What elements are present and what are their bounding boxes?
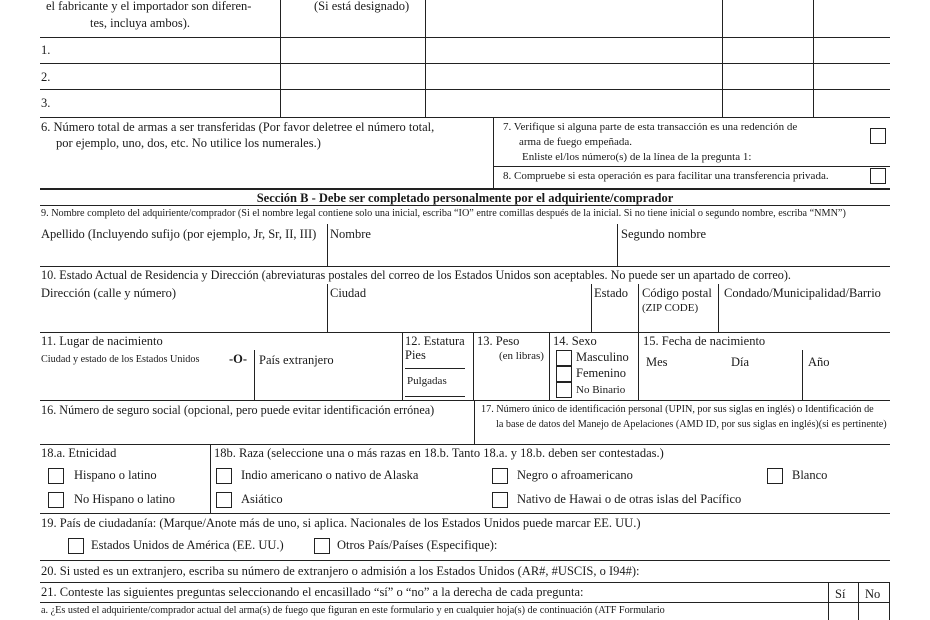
q13-label: 13. Peso (477, 334, 520, 348)
q18b-asiatico-label: Asiático (241, 492, 283, 506)
q14-femenino-checkbox[interactable] (556, 366, 572, 382)
q16-top-line (40, 400, 890, 401)
q11-or-separator: -O- (229, 352, 248, 366)
row-number-2: 2. (41, 70, 51, 84)
q18a-nohispano-label: No Hispano o latino (74, 492, 176, 506)
q16-text: 16. Número de seguro social (opcional, pero puede evitar identificación errónea) (41, 403, 435, 417)
q21-no-left-divider (858, 582, 859, 620)
q15-dia-label: Día (731, 355, 750, 369)
row-line (40, 89, 890, 90)
q7-line1: 7. Verifique si alguna parte de esta transacción es una redención de (503, 121, 798, 133)
q12-left-divider (402, 332, 403, 400)
q6-q7-divider (493, 118, 494, 188)
q10-direccion-label: Dirección (calle y número) (41, 286, 177, 300)
q20-text: 20. Si usted es un extranjero, escriba su número de extranjero o admisión a los Estados Unidos (AR#, #USCIS, o I94#): (41, 564, 640, 578)
section-b-top-rule (40, 188, 890, 190)
q18b-hawai-checkbox[interactable] (492, 492, 508, 508)
q11-divider (254, 350, 255, 400)
q21-si-left-divider (828, 582, 829, 620)
q19-usa-label: Estados Unidos de América (EE. UU.) (91, 538, 284, 552)
q17-line2: la base de datos del Manejo de Apelaciones (AMD ID, por sus siglas en inglés)(si es pertinente) (496, 419, 887, 430)
q9-top-line (40, 205, 890, 206)
q10-divider-4 (718, 284, 719, 332)
q18b-blanco-label: Blanco (792, 468, 828, 482)
row-line (40, 117, 890, 118)
q14-femenino-label: Femenino (576, 366, 626, 380)
q10-divider-1 (327, 284, 328, 332)
q14-masculino-label: Masculino (576, 350, 629, 364)
q18a-label: 18.a. Etnicidad (41, 446, 117, 460)
q18b-label: 18b. Raza (seleccione una o más razas en 18.b. Tanto 18.a. y 18.b. deben ser contestadas.) (214, 446, 664, 460)
q15-mes-label: Mes (646, 355, 668, 369)
q20-top-line (40, 560, 890, 561)
q14-nobinario-checkbox[interactable] (556, 382, 572, 398)
row-line (40, 63, 890, 64)
q15-divider (802, 350, 803, 400)
q14-left-divider (549, 332, 550, 400)
q12-label: 12. Estatura (405, 334, 465, 348)
q18b-negro-label: Negro o afroamericano (517, 468, 633, 482)
q11-pais-label: País extranjero (259, 353, 334, 367)
q19-usa-checkbox[interactable] (68, 538, 84, 554)
col-divider-1 (280, 0, 281, 118)
q19-otros-checkbox[interactable] (314, 538, 330, 554)
q12-pulgadas-line (405, 396, 465, 397)
q8-checkbox[interactable] (870, 168, 886, 184)
q21-header-line (40, 602, 890, 603)
col-divider-4 (813, 0, 814, 118)
q13-sublabel: (en libras) (499, 350, 544, 362)
q7-line2: arma de fuego empeñada. (519, 136, 632, 148)
q17-line1: 17. Número único de identificación personal (UPIN, por sus siglas en inglés) o Identificación de (481, 404, 874, 415)
q11-ciudad-estado-label: Ciudad y estado de los Estados Unidos (41, 354, 200, 365)
q7-line3: Enliste el/los número(s) de la línea de la pregunta 1: (522, 151, 752, 163)
row-number-3: 3. (41, 96, 51, 110)
q8-text: 8. Compruebe si esta operación es para facilitar una transferencia privada. (503, 170, 829, 182)
q18b-indio-checkbox[interactable] (216, 468, 232, 484)
q14-nobinario-label: No Binario (576, 384, 626, 396)
q21-si-header: Sí (835, 587, 846, 601)
q10-postal-label: Código postal (642, 286, 712, 300)
q10-text: 10. Estado Actual de Residencia y Dirección (abreviaturas postales del correo de los Estados Unidos son aceptables. No puede ser un apartado de correo). (41, 268, 791, 282)
q11-label: 11. Lugar de nacimiento (41, 334, 163, 348)
col-divider-2 (425, 0, 426, 118)
q15-label: 15. Fecha de nacimiento (643, 334, 766, 348)
col2-header: (Si está designado) (314, 0, 410, 13)
q18a-hispano-checkbox[interactable] (48, 468, 64, 484)
q9-apellido-label: Apellido (Incluyendo sufijo (por ejemplo, Jr, Sr, II, III) (41, 227, 317, 241)
q21a-text: a. ¿Es usted el adquiriente/comprador actual del arma(s) de fuego que figuran en este formulario y en cualquier hoja(s) de continuación (ATF Formulario (41, 605, 665, 616)
q19-top-line (40, 513, 890, 514)
q15-left-divider (638, 332, 639, 400)
q9-divider-2 (617, 224, 618, 266)
q18b-indio-label: Indio americano o nativo de Alaska (241, 468, 419, 482)
q18a-hispano-label: Hispano o latino (74, 468, 157, 482)
q10-ciudad-label: Ciudad (330, 286, 367, 300)
q10-condado-label: Condado/Municipalidad/Barrio (724, 286, 881, 300)
q13-left-divider (473, 332, 474, 400)
q21-no-header: No (865, 587, 881, 601)
q15-anio-label: Año (808, 355, 830, 369)
q18-divider (210, 444, 211, 513)
q11-top-line (40, 332, 890, 333)
q18-top-line (40, 444, 890, 445)
section-b-heading: Sección B - Debe ser completado personalmente por el adquiriente/comprador (256, 191, 674, 205)
q19-label: 19. País de ciudadanía: (Marque/Anote más de uno, si aplica. Nacionales de los Estados Unidos puede marcar EE. UU.) (41, 516, 641, 530)
q12-pies-label: Pies (405, 348, 426, 362)
q12-pulgadas-label: Pulgadas (407, 375, 447, 387)
q6-line1: 6. Número total de armas a ser transferidas (Por favor deletree el número total, (41, 120, 435, 134)
q10-top-line (40, 266, 890, 267)
q6-line2: por ejemplo, uno, dos, etc. No utilice los numerales.) (56, 136, 321, 150)
q18a-nohispano-checkbox[interactable] (48, 492, 64, 508)
q8-top-line (493, 166, 890, 167)
q9-nombre-label: Nombre (330, 227, 371, 241)
q16-q17-divider (474, 400, 475, 444)
col1-header-line2: tes, incluya ambos). (90, 16, 190, 30)
q18b-negro-checkbox[interactable] (492, 468, 508, 484)
q9-divider-1 (327, 224, 328, 266)
q21-label: 21. Conteste las siguientes preguntas seleccionando el encasillado “sí” o “no” a la derecha de cada pregunta: (41, 585, 584, 599)
q18b-hawai-label: Nativo de Hawai o de otras islas del Pacífico (517, 492, 742, 506)
q21-right-border (889, 582, 890, 620)
q7-checkbox[interactable] (870, 128, 886, 144)
row-number-1: 1. (41, 43, 51, 57)
q10-postal-sublabel: (ZIP CODE) (642, 302, 699, 314)
q21-top-line (40, 582, 890, 583)
row-line (40, 37, 890, 38)
col1-header-line1: el fabricante y el importador son diferen- (46, 0, 252, 13)
q19-otros-label: Otros País/Países (Especifique): (337, 538, 498, 552)
q14-masculino-checkbox[interactable] (556, 350, 572, 366)
q10-divider-2 (591, 284, 592, 332)
q18b-asiatico-checkbox[interactable] (216, 492, 232, 508)
q14-label: 14. Sexo (553, 334, 597, 348)
q12-pies-line (405, 368, 465, 369)
q18b-blanco-checkbox[interactable] (767, 468, 783, 484)
q9-text: 9. Nombre completo del adquiriente/comprador (Si el nombre legal contiene solo una inicial, escriba “IO” entre comillas después de la inicial. Si no tiene inicial o segundo nombre, escriba “NMN”) (41, 208, 846, 219)
q9-segundo-nombre-label: Segundo nombre (621, 227, 707, 241)
q10-divider-3 (638, 284, 639, 332)
col-divider-3 (722, 0, 723, 118)
q10-estado-label: Estado (594, 286, 629, 300)
